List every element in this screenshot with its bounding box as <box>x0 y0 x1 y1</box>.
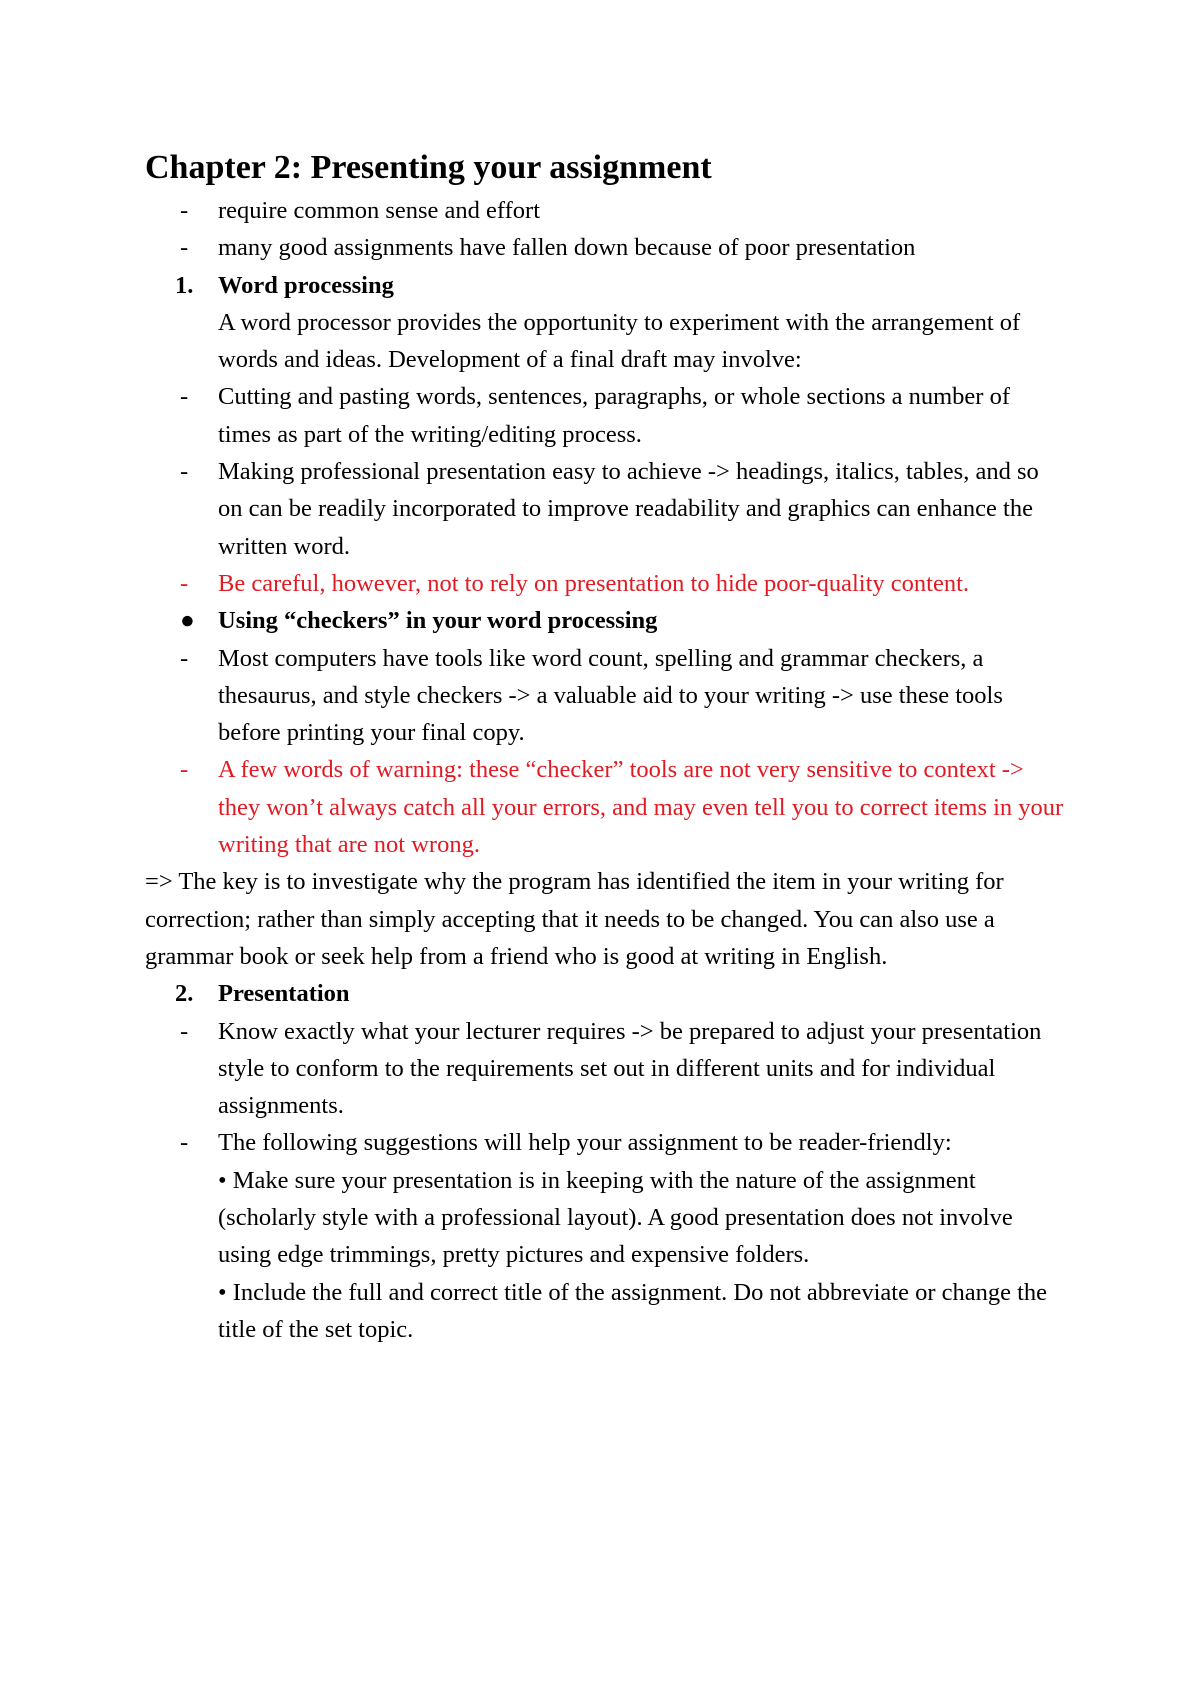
warning-item <box>145 751 1065 863</box>
dash-marker: - <box>180 458 189 486</box>
section-heading <box>145 975 1065 1012</box>
dash-marker: - <box>180 1017 189 1045</box>
list-item-text: Cutting and pasting words, sentences, paragraphs, or whole sections a number of times as part of the writing/editing process. <box>218 383 1010 448</box>
chapter-title: Chapter 2: Presenting your assignment <box>145 149 712 186</box>
dash-marker: - <box>180 234 189 262</box>
key-paragraph: => The key is to investigate why the program has identified the item in your writing for correction; rather than simply accepting that it needs to be changed. You can also use a grammar book or seek help from a friend who is good at writing in English. <box>145 868 1004 970</box>
list-item-text: Most computers have tools like word count, spelling and grammar checkers, a thesaurus, and style checkers -> a valuable aid to your writing -> use these tools before printing your final copy. <box>218 644 1003 747</box>
suggestion-paragraph: • Make sure your presentation is in keeping with the nature of the assignment (scholarly style with a professional layout). A good presentation does not involve using edge trimmings, pretty pictures and expensive folders. <box>218 1166 1013 1269</box>
section-title: Word processing <box>218 271 394 299</box>
dash-marker: - <box>180 756 189 784</box>
intro-text: many good assignments have fallen down because of poor presentation <box>218 234 916 262</box>
list-item <box>145 1124 1065 1161</box>
section-heading <box>145 267 1065 304</box>
dash-marker: - <box>180 383 189 411</box>
list-item-text: Know exactly what your lecturer requires -> be prepared to adjust your presentation style to conform to the requirements set out in different units and for individual assignments. <box>218 1017 1042 1120</box>
list-item <box>145 453 1065 565</box>
list-item-text: The following suggestions will help your assignment to be reader-friendly: <box>218 1129 952 1157</box>
list-item <box>145 1013 1065 1125</box>
suggestion-paragraph: • Include the full and correct title of the assignment. Do not abbreviate or change the title of the set topic. <box>218 1278 1048 1343</box>
subsection-heading <box>145 602 1065 639</box>
section-paragraph: A word processor provides the opportunity to experiment with the arrangement of words and ideas. Development of a final draft may involve: <box>218 308 1021 374</box>
list-item <box>145 640 1065 752</box>
dash-marker: - <box>180 1129 189 1157</box>
list-item-text: Making professional presentation easy to achieve -> headings, italics, tables, and so on can be readily incorporated to improve readability and graphics can enhance the written word. <box>218 458 1039 560</box>
dash-marker: - <box>180 197 189 224</box>
warning-text: Be careful, however, not to rely on presentation to hide poor-quality content. <box>218 569 969 597</box>
dash-marker: - <box>180 569 189 597</box>
document-body <box>145 146 1065 1348</box>
dash-marker: - <box>180 644 189 672</box>
section-title: Presentation <box>218 980 350 1008</box>
warning-item <box>145 565 1065 602</box>
intro-text: require common sense and effort <box>218 197 541 224</box>
intro-item <box>145 192 1065 229</box>
warning-text: A few words of warning: these “checker” tools are not very sensitive to context -> they won’t always catch all your errors, and may even tell you to correct items in your writing that are not wrong. <box>218 756 1064 859</box>
subsection-title: Using “checkers” in your word processing <box>218 607 658 635</box>
section-number: 1. <box>175 271 194 299</box>
list-item <box>145 378 1065 453</box>
section-number: 2. <box>175 980 194 1008</box>
bullet-marker: ● <box>180 607 195 635</box>
intro-item <box>145 229 1065 266</box>
